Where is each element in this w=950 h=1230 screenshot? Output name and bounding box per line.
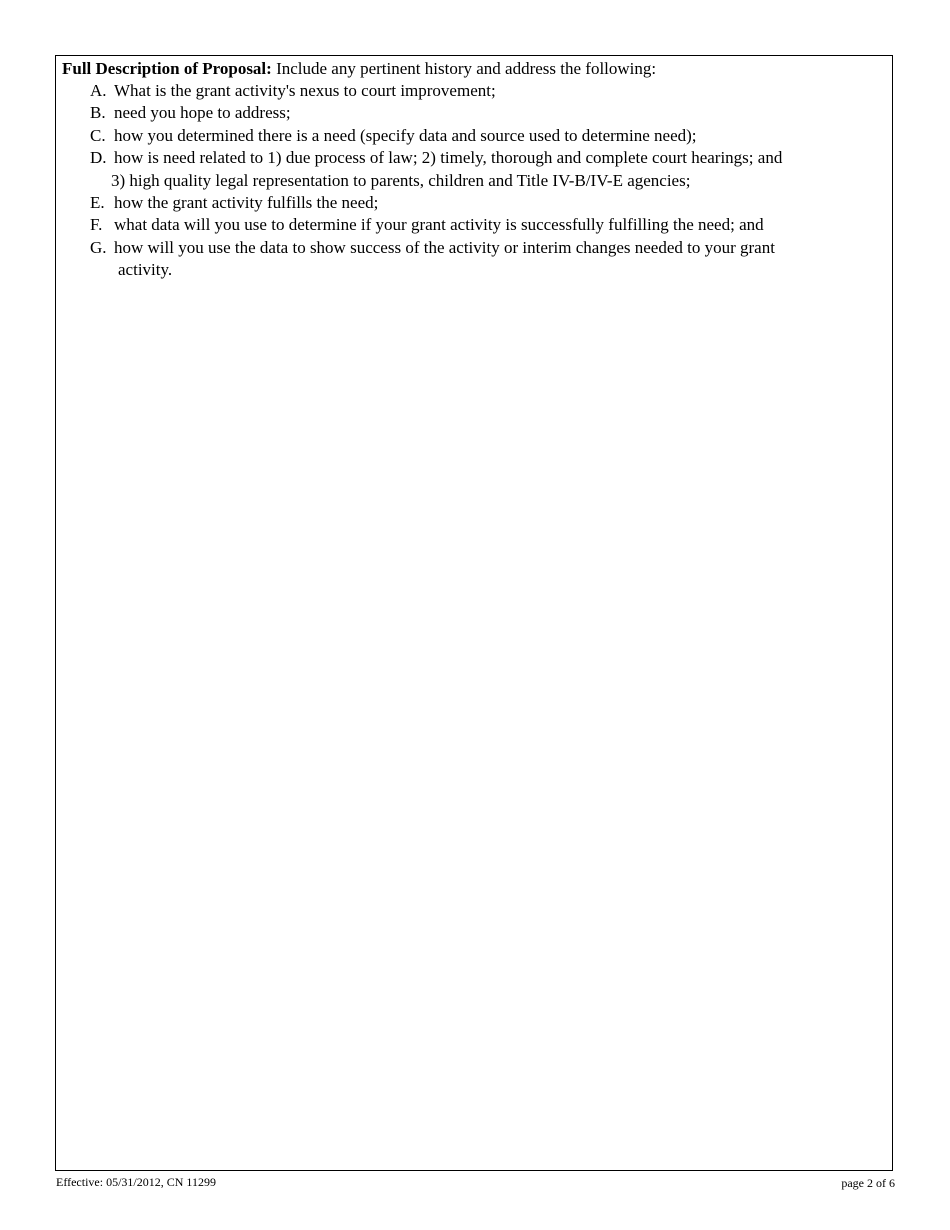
item-text-continuation: activity.: [118, 260, 173, 280]
requirements-list: [62, 80, 886, 282]
list-item-b: [62, 102, 886, 124]
list-item-d: [62, 147, 886, 192]
list-item-g: [62, 237, 886, 282]
proposal-description-box[interactable]: [55, 55, 893, 1171]
item-letter: C.: [90, 125, 106, 145]
section-heading-text: Include any pertinent history and address the following:: [276, 59, 657, 78]
item-text: how the grant activity fulfills the need;: [114, 193, 379, 213]
item-text: what data will you use to determine if your grant activity is successfully fulfilling the need; and: [114, 215, 764, 235]
item-letter: E.: [90, 193, 105, 213]
footer-effective-date: Effective: 05/31/2012, CN 11299: [56, 1175, 216, 1189]
item-letter: F.: [90, 215, 103, 235]
item-text: how is need related to 1) due process of law; 2) timely, thorough and complete court hearings; and: [114, 148, 783, 168]
item-text: how you determined there is a need (specify data and source used to determine need);: [114, 125, 697, 145]
item-text: What is the grant activity's nexus to court improvement;: [114, 81, 496, 100]
item-text: need you hope to address;: [114, 103, 291, 123]
item-letter: A.: [90, 81, 107, 100]
item-letter: D.: [90, 148, 107, 168]
list-item-c: [62, 125, 886, 147]
list-item-a: [62, 80, 886, 102]
list-item-e: [62, 192, 886, 214]
item-letter: G.: [90, 237, 107, 257]
section-heading: [62, 58, 886, 80]
item-text: how will you use the data to show success of the activity or interim changes needed to your grant: [114, 237, 775, 257]
list-item-f: [62, 214, 886, 236]
item-letter: B.: [90, 103, 106, 123]
section-heading-label: Full Description of Proposal:: [62, 59, 272, 78]
item-text-continuation: 3) high quality legal representation to parents, children and Title IV-B/IV-E agencies;: [111, 170, 691, 190]
footer-page-number: page 2 of 6: [841, 1176, 895, 1190]
